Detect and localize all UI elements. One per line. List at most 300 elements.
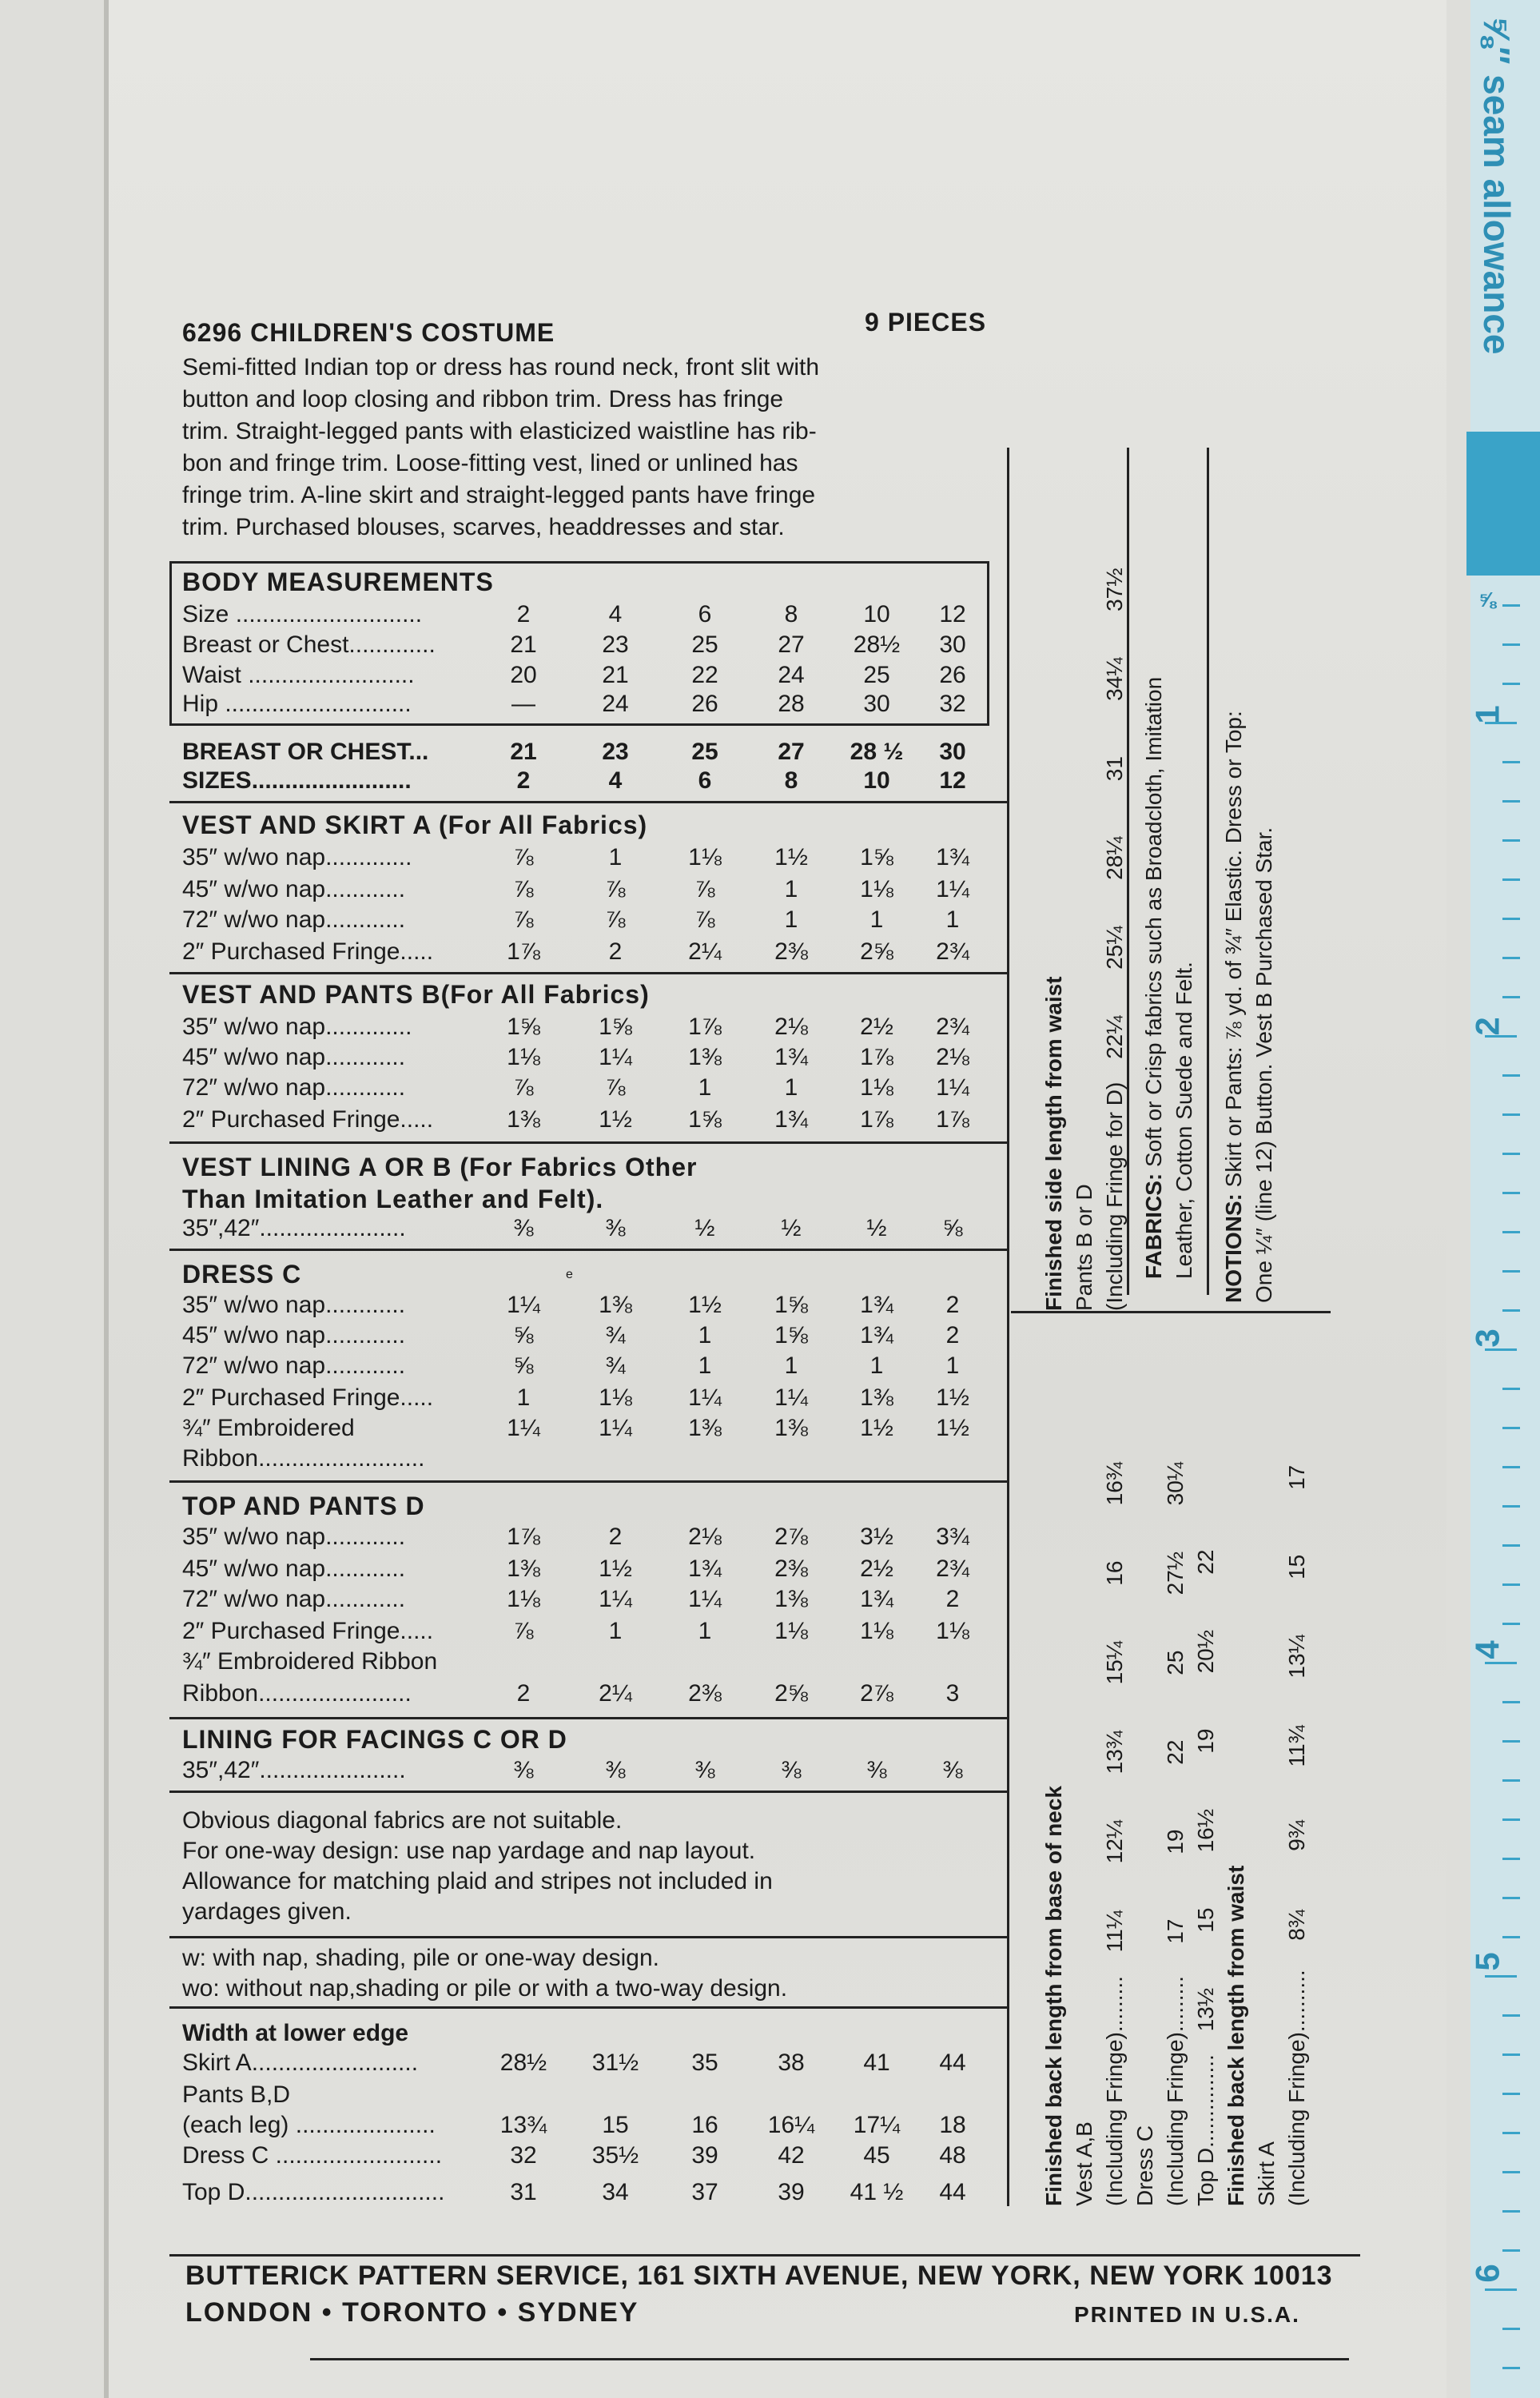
row-value: 1 (698, 1322, 712, 1348)
row-label: 72″ w/wo nap............ (182, 1074, 406, 1101)
row-value: 24 (778, 662, 805, 688)
row-value: 2⅝ (774, 1680, 808, 1707)
row-value: 1 (698, 1074, 712, 1101)
row-value: ¾ (605, 1322, 626, 1348)
row-value: 1⅛ (936, 1618, 969, 1644)
ruler-tick (1502, 1505, 1520, 1508)
row-value: ⅝ (513, 1322, 534, 1348)
row-value: 1 (608, 1618, 623, 1644)
row-value: 1¼ (599, 1586, 632, 1612)
row-value: 10 (863, 601, 890, 627)
row-label: Pants B,D (182, 2081, 291, 2108)
row-value: 35 (691, 2049, 718, 2076)
ruler-number: 6 (1468, 2264, 1506, 2283)
ruler-tick (1502, 1858, 1520, 1860)
row-value: 1 (784, 906, 798, 933)
row-value: 41 ½ (850, 2179, 904, 2205)
row-value: ⅝ (513, 1352, 534, 1379)
row-value: 1⅝ (860, 844, 893, 870)
rotated-value: 12¼ (1102, 1819, 1127, 1864)
ruler-tick (1502, 1074, 1520, 1077)
side-length-title: Finished side length from waist (1041, 976, 1066, 1311)
fabrics-text-2: Leather, Cotton Suede and Felt. (1172, 962, 1196, 1279)
ruler-number: 1 (1468, 705, 1506, 724)
row-value: 2⅛ (688, 1524, 722, 1550)
rotated-value: 28¼ (1102, 836, 1127, 880)
ruler-tick (1502, 604, 1520, 607)
section-rule (169, 2006, 1007, 2009)
row-value: 22 (691, 662, 718, 688)
row-value: 17¼ (853, 2112, 901, 2138)
row-value: 1¼ (507, 1415, 540, 1441)
row-value: 1½ (688, 1292, 722, 1318)
row-value: 2⅛ (774, 1014, 808, 1040)
row-value: 32 (939, 691, 966, 717)
row-value: 1⅜ (860, 1384, 893, 1411)
row-value: ⅞ (694, 876, 715, 902)
rotated-value: 16 (1102, 1560, 1127, 1586)
ruler-tick (1502, 2210, 1520, 2213)
description-line: Semi-fitted Indian top or dress has round neck, front slit with (182, 354, 820, 380)
row-value: 30 (939, 631, 966, 658)
ruler-tick (1502, 1936, 1520, 1938)
description-line: fringe trim. A-line skirt and straight-legged pants have fringe (182, 482, 816, 508)
ruler-tick (1502, 643, 1520, 646)
row-value: 2 (608, 938, 623, 965)
footer-printed: PRINTED IN U.S.A. (1074, 2302, 1300, 2327)
row-value: 2⅜ (774, 938, 808, 965)
row-value: 2¼ (599, 1680, 632, 1707)
row-value: 1⅜ (599, 1292, 632, 1318)
ruler-tick (1502, 1388, 1520, 1390)
ruler-tick (1502, 2249, 1520, 2252)
section-rule (169, 1717, 1007, 1719)
side-length-block (1039, 545, 1130, 1311)
ruler-tick (1502, 2093, 1520, 2095)
row-value: ½ (781, 1215, 802, 1241)
row-value: 2⅛ (936, 1044, 969, 1070)
ruler-tick (1502, 487, 1520, 489)
row-value: 28 ½ (850, 739, 904, 765)
row-label: 2″ Purchased Fringe..... (182, 1618, 434, 1644)
ruler-tick (1502, 957, 1520, 959)
section-title: VEST AND SKIRT A (For All Fabrics) (182, 811, 648, 839)
row-value: 45 (863, 2142, 890, 2169)
row-label: Skirt A......................... (182, 2049, 419, 2076)
row-value: 1¾ (860, 1586, 893, 1612)
row-value: 2½ (860, 1014, 893, 1040)
row-value: 1⅞ (507, 1524, 540, 1550)
rotated-value: 19 (1193, 1728, 1218, 1754)
notions-block (1219, 711, 1279, 1303)
row-value: 37 (691, 2179, 718, 2205)
row-value: 42 (778, 2142, 805, 2169)
back-neck-title: Finished back length from base of neck (1041, 1786, 1066, 2206)
row-value: 1 (869, 1352, 884, 1379)
top-values (1193, 1517, 1218, 2054)
sheet-edge (104, 0, 109, 2398)
row-value: ⅞ (513, 1618, 534, 1644)
row-value: 1¼ (507, 1292, 540, 1318)
row-label: Top D.............................. (182, 2179, 445, 2205)
section-rule (169, 1249, 1007, 1251)
row-label: 72″ w/wo nap............ (182, 1352, 406, 1379)
row-value: 1¼ (688, 1586, 722, 1612)
rotated-divider-3 (1011, 1311, 1331, 1313)
row-value: 30 (939, 739, 966, 765)
vest-label: Vest A,B (1072, 2121, 1096, 2206)
row-value: 1⅝ (774, 1292, 808, 1318)
row-value: 31 (510, 2179, 537, 2205)
rotated-value: 13¼ (1284, 1635, 1309, 1679)
row-label: 45″ w/wo nap............ (182, 876, 406, 902)
row-value: 2½ (860, 1556, 893, 1582)
row-value: — (511, 691, 535, 717)
row-value: 1 (945, 1352, 960, 1379)
row-value: 39 (778, 2179, 805, 2205)
rotated-value: 22 (1163, 1739, 1188, 1765)
row-value: 1⅛ (774, 1618, 808, 1644)
row-value: 26 (691, 691, 718, 717)
ruler-tick (1502, 526, 1520, 528)
row-label: 2″ Purchased Fringe..... (182, 1106, 434, 1133)
section-title: Than Imitation Leather and Felt). (182, 1185, 604, 1213)
row-value: 26 (939, 662, 966, 688)
row-value: 1⅛ (507, 1586, 540, 1612)
row-value: ⅜ (694, 1757, 715, 1783)
row-value: 1¼ (774, 1384, 808, 1411)
row-value: 1⅞ (936, 1106, 969, 1133)
row-value: 1¾ (774, 1106, 808, 1133)
row-value: ⅜ (513, 1215, 534, 1241)
row-value: 1½ (860, 1415, 893, 1441)
row-value: 13¾ (499, 2112, 547, 2138)
rotated-value: 34¼ (1102, 657, 1127, 701)
row-value: 23 (602, 631, 629, 658)
row-value: 15 (602, 2112, 629, 2138)
row-value: 1 (516, 1384, 531, 1411)
ruler-number: 5 (1468, 1952, 1506, 1971)
row-value: 28 (778, 691, 805, 717)
row-value: 39 (691, 2142, 718, 2169)
section-rule (169, 1480, 1007, 1483)
row-label: Waist ......................... (182, 662, 415, 688)
row-label: 35″ w/wo nap............ (182, 1292, 406, 1318)
row-value: ⅜ (605, 1757, 626, 1783)
row-value: 1¼ (688, 1384, 722, 1411)
row-label: 35″ w/wo nap............ (182, 1524, 406, 1550)
row-label: ¾″ Embroidered Ribbon (182, 1648, 438, 1675)
row-value: 27 (778, 631, 805, 658)
row-value: 2 (945, 1292, 960, 1318)
rotated-value: 17 (1284, 1464, 1309, 1490)
fabrics-text: Soft or Crisp fabrics such as Broadcloth, Imitation (1141, 676, 1166, 1167)
notions-text: Skirt or Pants: ⅞ yd. of ¾″ Elastic. Dress or Top: (1221, 711, 1246, 1188)
row-value: 1 (698, 1618, 712, 1644)
row-value: 35½ (591, 2142, 639, 2169)
footer-cities: LONDON • TORONTO • SYDNEY (185, 2297, 639, 2328)
row-value: 2¾ (936, 938, 969, 965)
rotated-value: 37½ (1102, 568, 1127, 611)
rotated-value: 31 (1102, 756, 1127, 782)
side-length-row (1100, 545, 1130, 1311)
row-value: 1⅛ (599, 1384, 632, 1411)
row-value: 27 (778, 739, 805, 765)
body-measurements-title: BODY MEASUREMENTS (182, 568, 494, 596)
side-length-row-label: (Including Fringe for D) (1102, 1081, 1127, 1311)
section-title: TOP AND PANTS D (182, 1492, 425, 1520)
ruler-tick (1502, 2367, 1520, 2369)
rotated-value: 19 (1163, 1829, 1188, 1854)
dress-row (1160, 1432, 1191, 2206)
rotated-divider-2 (1207, 448, 1209, 1295)
row-label: Dress C ......................... (182, 2142, 443, 2169)
ruler-tick (1502, 800, 1520, 803)
row-value: ⅞ (513, 1074, 534, 1101)
row-value: ⅞ (513, 906, 534, 933)
row-value: 10 (863, 767, 890, 794)
row-label: Ribbon....................... (182, 1680, 412, 1707)
row-value: 1¼ (599, 1415, 632, 1441)
back-neck-block (1039, 1432, 1312, 2206)
row-value: 1 (945, 906, 960, 933)
row-value: 25 (863, 662, 890, 688)
ruler-tick (1485, 1975, 1517, 1978)
pattern-title: 6296 CHILDREN'S COSTUME (182, 318, 555, 347)
ruler-tick (1502, 1740, 1520, 1743)
section-title: Width at lower edge (182, 2020, 409, 2046)
ruler-tick (1502, 1427, 1520, 1429)
row-label: Size ............................ (182, 601, 423, 627)
skirt-label: Skirt A (1254, 2141, 1279, 2206)
pieces-count: 9 PIECES (865, 308, 987, 337)
row-value: ⅞ (513, 844, 534, 870)
rotated-value: 17 (1163, 1918, 1188, 1944)
row-value: 1½ (599, 1556, 632, 1582)
row-value: 2 (945, 1586, 960, 1612)
ruler-number: 2 (1468, 1017, 1506, 1036)
seam-allowance-label: ⅝″ seam allowance (1476, 16, 1518, 355)
row-value: ⅞ (605, 876, 626, 902)
rotated-value: 30¼ (1163, 1461, 1188, 1506)
row-value: 1⅜ (507, 1106, 540, 1133)
ruler-tick (1502, 1818, 1520, 1821)
side-length-sub: Pants B or D (1072, 1184, 1096, 1311)
row-value: 2¼ (688, 938, 722, 965)
section-rule (169, 1141, 1007, 1144)
notions-label: NOTIONS: (1221, 1193, 1246, 1303)
section-rule (169, 1936, 1007, 1938)
description (182, 352, 819, 544)
row-value: 3½ (860, 1524, 893, 1550)
row-value: 1⅞ (507, 938, 540, 965)
ruler-tick (1502, 2053, 1520, 2056)
row-label: 35″ w/wo nap............. (182, 1014, 412, 1040)
row-label: 2″ Purchased Fringe..... (182, 938, 434, 965)
row-value: 1⅛ (860, 1618, 893, 1644)
ruler-tick (1502, 1192, 1520, 1194)
rotated-value: 22¼ (1102, 1015, 1127, 1059)
ruler-tick (1502, 1583, 1520, 1586)
row-value: 25 (691, 631, 718, 658)
row-value: 1¾ (860, 1322, 893, 1348)
row-label: 2″ Purchased Fringe..... (182, 1384, 434, 1411)
row-value: 4 (608, 601, 623, 627)
section-title: Allowance for matching plaid and stripes not included in (182, 1868, 773, 1894)
ruler-tick (1502, 2132, 1520, 2134)
row-value: 1½ (936, 1384, 969, 1411)
row-value: 1⅝ (507, 1014, 540, 1040)
description-line: trim. Purchased blouses, scarves, headdresses and star. (182, 514, 785, 540)
vest-values (1102, 1439, 1127, 1976)
row-value: 16 (691, 2112, 718, 2138)
row-value: ⅞ (513, 876, 534, 902)
rotated-value: 27½ (1163, 1551, 1188, 1595)
side-length-values (1102, 545, 1127, 1082)
vest-row-label: (Including Fringe)......... (1102, 1976, 1127, 2206)
row-value: 24 (602, 691, 629, 717)
row-value: 2⅜ (774, 1556, 808, 1582)
row-value: 1⅜ (688, 1044, 722, 1070)
row-value: 1¾ (860, 1292, 893, 1318)
row-value: 2 (608, 1524, 623, 1550)
row-value: 1 (608, 844, 623, 870)
description-line: bon and fringe trim. Loose-fitting vest, lined or unlined has (182, 450, 798, 476)
row-value: 8 (784, 767, 798, 794)
ruler-tick (1502, 839, 1520, 842)
row-label: 45″ w/wo nap............ (182, 1556, 406, 1582)
row-value: 6 (698, 767, 712, 794)
row-value: 1⅛ (860, 1074, 893, 1101)
ruler-tick (1502, 448, 1520, 450)
row-label: 35″,42″...................... (182, 1757, 406, 1783)
table-right-rule (1007, 448, 1009, 2206)
ruler-tick (1502, 2328, 1520, 2330)
rotated-value: 11¼ (1102, 1910, 1127, 1953)
row-label: (each leg) ..................... (182, 2112, 436, 2138)
row-value: 2 (516, 601, 531, 627)
ruler-tick (1502, 1623, 1520, 1625)
row-label: ¾″ Embroidered (182, 1415, 355, 1441)
rotated-value: 16½ (1193, 1808, 1218, 1853)
ruler-blue-block (1466, 432, 1540, 576)
row-value: 1½ (599, 1106, 632, 1133)
row-label: Hip ............................ (182, 691, 412, 717)
row-value: 1⅜ (774, 1415, 808, 1441)
row-value: ½ (694, 1215, 715, 1241)
ruler-tick (1502, 1270, 1520, 1273)
row-value: 1 (698, 1352, 712, 1379)
ruler-number: 4 (1468, 1640, 1506, 1659)
rotated-value: 9¾ (1284, 1819, 1309, 1851)
row-value: 1⅞ (688, 1014, 722, 1040)
ruler-tick (1502, 565, 1520, 568)
row-value: 32 (510, 2142, 537, 2169)
row-label: 45″ w/wo nap............ (182, 1322, 406, 1348)
section-title: yardages given. (182, 1898, 352, 1925)
row-value: 31½ (591, 2049, 639, 2076)
dress-row-label: (Including Fringe)......... (1163, 1976, 1188, 2206)
rotated-value: 13½ (1193, 1987, 1218, 2032)
ruler-tick (1502, 996, 1520, 998)
row-value: 38 (778, 2049, 805, 2076)
row-value: ¾ (605, 1352, 626, 1379)
row-value: 1⅝ (688, 1106, 722, 1133)
rotated-value: 8¾ (1284, 1909, 1309, 1941)
row-value: 2 (516, 1680, 531, 1707)
row-value: 1⅜ (774, 1586, 808, 1612)
rotated-value: 25 (1163, 1650, 1188, 1675)
ruler-tick (1502, 1231, 1520, 1233)
row-value: 1⅛ (688, 844, 722, 870)
row-value: 4 (608, 767, 623, 794)
section-title: LINING FOR FACINGS C OR D (182, 1725, 567, 1754)
row-value: 1⅜ (688, 1415, 722, 1441)
row-value: 1⅞ (860, 1044, 893, 1070)
row-value: 1¾ (936, 844, 969, 870)
row-value: 12 (939, 601, 966, 627)
section-title: VEST AND PANTS B(For All Fabrics) (182, 980, 650, 1009)
dress-label: Dress C (1132, 2125, 1157, 2206)
row-value: 1¼ (599, 1044, 632, 1070)
section-title: VEST LINING A OR B (For Fabrics Other (182, 1153, 698, 1181)
top-row-label: Top D............... (1193, 2054, 1218, 2206)
row-value: 6 (698, 601, 712, 627)
row-value: 2⅝ (860, 938, 893, 965)
row-value: 23 (602, 739, 629, 765)
row-label: 35″ w/wo nap............. (182, 844, 412, 870)
row-value: 2¾ (936, 1556, 969, 1582)
ruler-tick (1502, 878, 1520, 881)
row-value: 21 (510, 631, 537, 658)
rotated-value: 15¼ (1102, 1640, 1127, 1685)
dress-values (1163, 1439, 1188, 1976)
row-value: ⅞ (605, 1074, 626, 1101)
ruler-tick (1502, 1153, 1520, 1155)
rotated-value: 15 (1284, 1554, 1309, 1579)
skirt-values (1284, 1432, 1309, 1970)
row-value: 1⅝ (599, 1014, 632, 1040)
row-value: 2 (516, 767, 531, 794)
section-title: w: with nap, shading, pile or one-way design. (182, 1945, 660, 1971)
ruler-number: 3 (1468, 1328, 1506, 1348)
notions-text-2: One ¼″ (line 12) Button. Vest B Purchased Star. (1251, 827, 1276, 1303)
row-value: 1¼ (936, 876, 969, 902)
row-value: ⅞ (605, 906, 626, 933)
row-value: ½ (866, 1215, 887, 1241)
skirt-row (1282, 1432, 1312, 2206)
row-value: 18 (939, 2112, 966, 2138)
back-waist-title: Finished back length from waist (1224, 1865, 1248, 2206)
rotated-value: 13¾ (1102, 1730, 1127, 1775)
row-label: 45″ w/wo nap............ (182, 1044, 406, 1070)
row-value: ⅜ (513, 1757, 534, 1783)
ruler-tick (1502, 918, 1520, 920)
row-value: 1 (784, 876, 798, 902)
seam-ruler (1470, 0, 1540, 2398)
section-rule (169, 1791, 1007, 1793)
row-value: 21 (510, 739, 537, 765)
row-label: Breast or Chest............. (182, 631, 436, 658)
section-title: Obvious diagonal fabrics are not suitable. (182, 1807, 623, 1834)
ruler-small-label: ⅝ (1478, 588, 1496, 611)
row-label: Ribbon......................... (182, 1445, 425, 1472)
row-value: 48 (939, 2142, 966, 2169)
section-rule (169, 972, 1007, 974)
rotated-value: 15 (1193, 1907, 1218, 1933)
row-value: 1½ (774, 844, 808, 870)
ruler-tick (1502, 1779, 1520, 1782)
